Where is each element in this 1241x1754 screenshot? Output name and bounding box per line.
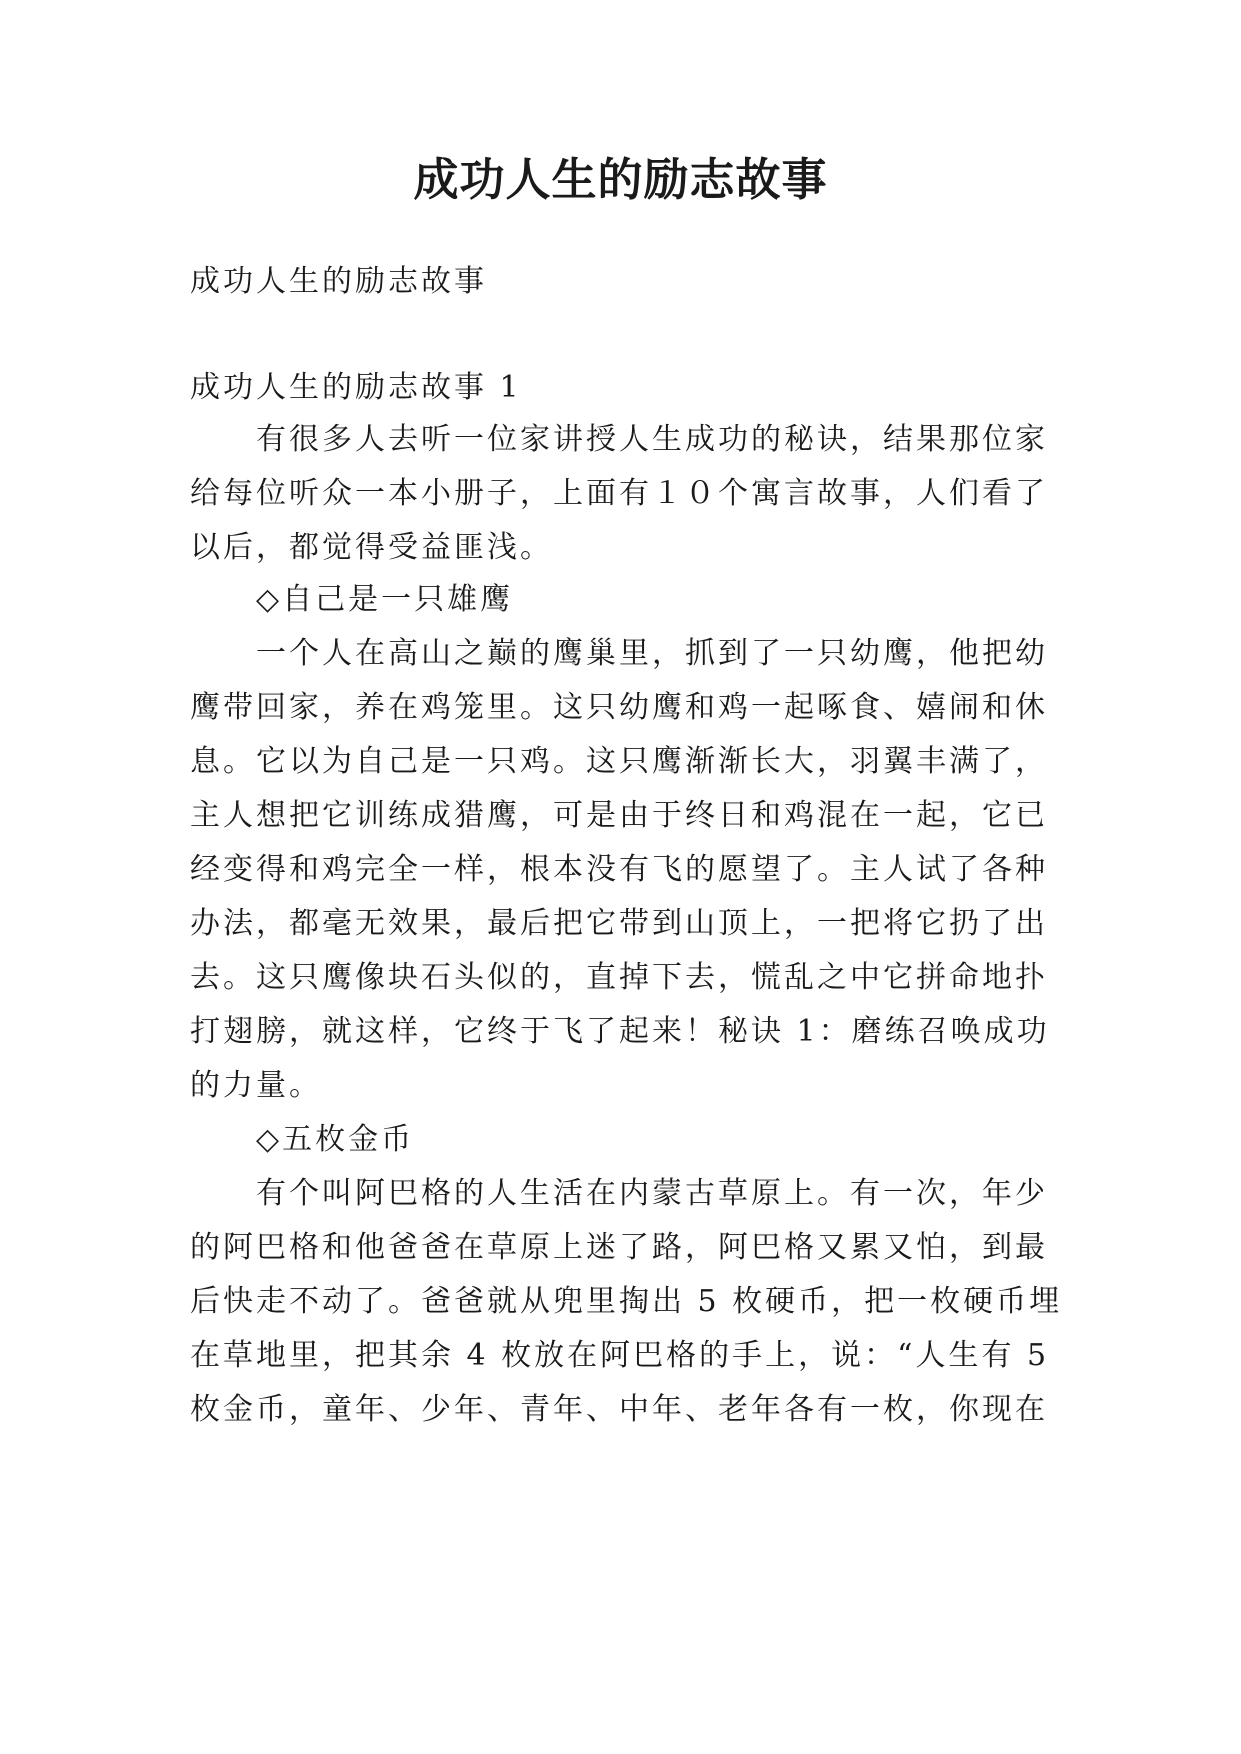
paragraph-line: 在草地里，把其余 4 枚放在阿巴格的手上，说：“人生有 5 — [190, 1338, 1050, 1373]
paragraph-line: 经变得和鸡完全一样，根本没有飞的愿望了。主人试了各种 — [190, 852, 1048, 887]
paragraph-line: 有个叫阿巴格的人生活在内蒙古草原上。有一次，年少 — [256, 1176, 1048, 1211]
paragraph-line: 一个人在高山之巅的鹰巢里，抓到了一只幼鹰，他把幼 — [256, 636, 1048, 671]
story-heading: ◇自己是一只雄鹰 — [256, 582, 514, 617]
paragraph-line: 办法，都毫无效果，最后把它带到山顶上，一把将它扔了出 — [190, 906, 1048, 941]
paragraph-line: 息。它以为自己是一只鸡。这只鹰渐渐长大，羽翼丰满了， — [190, 744, 1048, 779]
paragraph-line: 主人想把它训练成猎鹰，可是由于终日和鸡混在一起，它已 — [190, 798, 1048, 833]
paragraph-line: 打翅膀，就这样，它终于飞了起来！秘诀 1：磨练召唤成功 — [190, 1014, 1050, 1049]
paragraph-line: 有很多人去听一位家讲授人生成功的秘诀，结果那位家 — [256, 422, 1048, 457]
section-heading: 成功人生的励志故事 1 — [190, 370, 522, 405]
paragraph-line: 的阿巴格和他爸爸在草原上迷了路，阿巴格又累又怕，到最 — [190, 1230, 1048, 1265]
paragraph-line: 去。这只鹰像块石头似的，直掉下去，慌乱之中它拼命地扑 — [190, 960, 1048, 995]
paragraph-line: 给每位听众一本小册子，上面有１０个寓言故事，人们看了 — [190, 476, 1048, 511]
document-title: 成功人生的励志故事 — [413, 153, 828, 206]
paragraph-line: 以后，都觉得受益匪浅。 — [190, 530, 553, 565]
paragraph-line: 后快走不动了。爸爸就从兜里掏出 5 枚硬币，把一枚硬币埋 — [190, 1284, 1063, 1319]
paragraph-line: 枚金币，童年、少年、青年、中年、老年各有一枚，你现在 — [190, 1392, 1048, 1427]
document-subtitle: 成功人生的励志故事 — [190, 264, 487, 299]
paragraph-line: 的力量。 — [190, 1068, 322, 1103]
story-heading: ◇五枚金币 — [256, 1122, 415, 1157]
paragraph-line: 鹰带回家，养在鸡笼里。这只幼鹰和鸡一起啄食、嬉闹和休 — [190, 690, 1048, 725]
